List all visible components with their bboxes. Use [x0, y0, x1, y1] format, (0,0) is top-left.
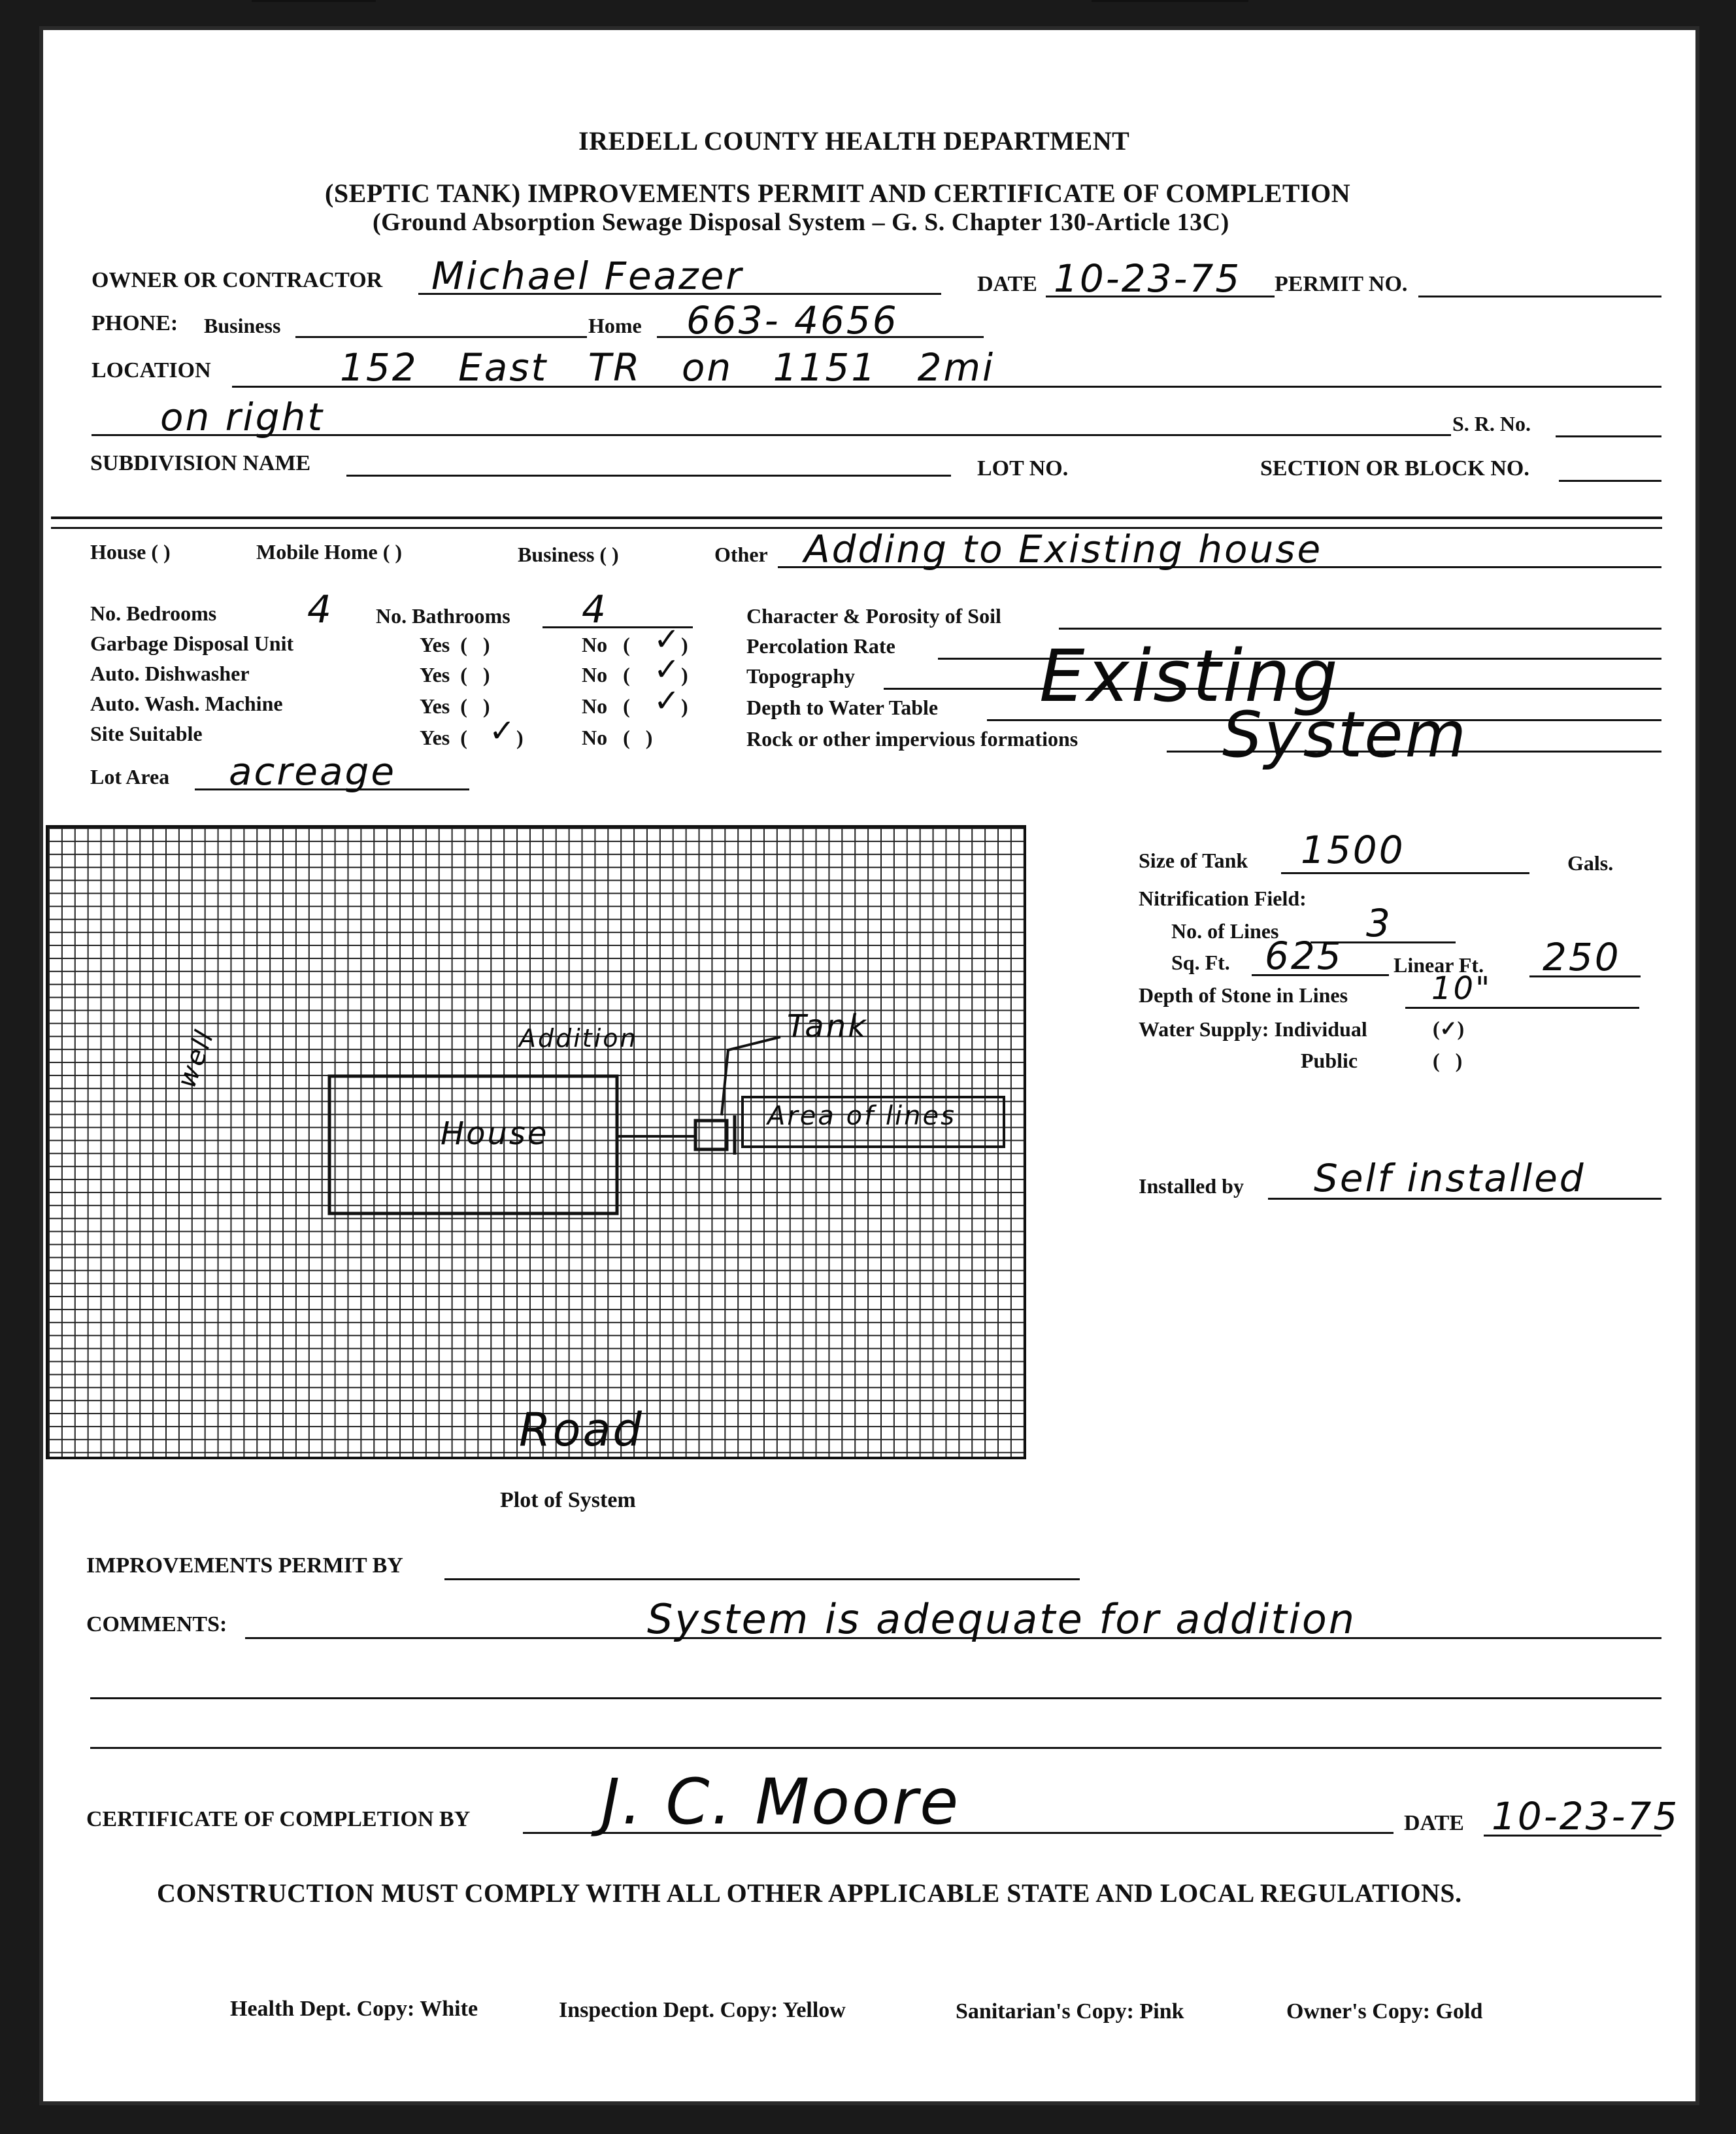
installed-by-value: Self installed — [1314, 1156, 1586, 1200]
washmachine-no-close: ) — [681, 694, 688, 718]
water-table-label: Depth to Water Table — [746, 696, 939, 719]
plot-house-label: House — [441, 1115, 549, 1152]
linear-ft-value: 250 — [1543, 935, 1621, 979]
form-subtitle: (Ground Absorption Sewage Disposal System – G. S. Chapter 130-Article 13C) — [373, 209, 1229, 236]
tank-size-line — [1281, 872, 1529, 874]
house-option[interactable]: House ( ) — [90, 540, 171, 564]
linear-ft-label: Linear Ft. — [1394, 953, 1484, 977]
site-suitable-yes-check: ✓ — [489, 713, 518, 749]
location-value: 152 East TR on 1151 2mi — [340, 345, 995, 390]
other-value: Adding to Existing house — [804, 527, 1323, 571]
dishwasher-no[interactable]: No ( — [582, 663, 630, 686]
compliance-notice: CONSTRUCTION MUST COMPLY WITH ALL OTHER APPLICABLE STATE AND LOCAL REGULATIONS. — [157, 1878, 1462, 1908]
certificate-signature: J. C. Moore — [601, 1765, 961, 1838]
dishwasher-no-check: ✓ — [654, 651, 682, 688]
lot-label: LOT NO. — [977, 456, 1069, 481]
comments-label: COMMENTS: — [86, 1612, 227, 1636]
permit-label: PERMIT NO. — [1275, 272, 1408, 296]
water-supply-label: Water Supply: Individual — [1139, 1017, 1367, 1041]
other-label: Other — [714, 543, 768, 566]
plot-caption: Plot of System — [500, 1488, 636, 1512]
soil-character-label: Character & Porosity of Soil — [746, 604, 1001, 628]
section-label: SECTION OR BLOCK NO. — [1260, 456, 1529, 481]
business-option[interactable]: Business ( ) — [518, 543, 619, 566]
plot-grid — [46, 825, 1026, 1459]
lines-count-label: No. of Lines — [1171, 919, 1279, 943]
lot-area-value: acreage — [229, 749, 397, 794]
bathrooms-value: 4 — [582, 587, 608, 632]
permit-line — [1418, 296, 1661, 297]
garbage-yes[interactable]: Yes ( ) — [420, 633, 490, 656]
sr-label: S. R. No. — [1452, 412, 1531, 435]
tank-size-label: Size of Tank — [1139, 849, 1248, 872]
rock-label: Rock or other impervious formations — [746, 727, 1078, 751]
plot-well-label: well — [171, 1025, 221, 1092]
owner-label: OWNER OR CONTRACTOR — [92, 268, 383, 292]
soil-handwriting-2: System — [1222, 698, 1468, 771]
owner-value: Michael Feazer — [431, 254, 744, 298]
washmachine-label: Auto. Wash. Machine — [90, 692, 283, 715]
bedrooms-label: No. Bedrooms — [90, 601, 217, 625]
garbage-no[interactable]: No ( — [582, 633, 630, 656]
comments-line-2 — [90, 1697, 1661, 1699]
improvements-permit-line — [444, 1578, 1080, 1580]
home-value: 663- 4656 — [686, 298, 899, 343]
plot-addition-label: Addition — [519, 1024, 638, 1053]
public-label: Public — [1301, 1049, 1358, 1072]
comments-line-3 — [90, 1747, 1661, 1749]
location-value-2: on right — [160, 395, 324, 439]
installed-by-label: Installed by — [1139, 1174, 1244, 1198]
form-title: (SEPTIC TANK) IMPROVEMENTS PERMIT AND CERTIFICATE OF COMPLETION — [325, 178, 1351, 208]
business-label: Business — [204, 314, 281, 337]
location-label: LOCATION — [92, 358, 211, 382]
washmachine-yes[interactable]: Yes ( ) — [420, 694, 490, 718]
sanitarian-copy: Sanitarian's Copy: Pink — [956, 1999, 1184, 2024]
section-line — [1559, 480, 1661, 482]
site-suitable-no[interactable]: No ( ) — [582, 726, 653, 749]
subdivision-line — [346, 475, 951, 477]
nitrification-label: Nitrification Field: — [1139, 887, 1307, 910]
date-value: 10-23-75 — [1054, 256, 1242, 301]
lot-area-label: Lot Area — [90, 765, 170, 788]
soil-character-line — [1059, 628, 1661, 630]
certificate-date-value: 10-23-75 — [1492, 1794, 1680, 1838]
gals-label: Gals. — [1567, 851, 1614, 875]
bedrooms-value: 4 — [307, 587, 333, 632]
sqft-value: 625 — [1265, 934, 1343, 978]
water-individual-option[interactable]: (✓) — [1433, 1017, 1465, 1040]
plot-road-label: Road — [519, 1403, 644, 1457]
sr-line — [1556, 435, 1661, 437]
owner-copy: Owner's Copy: Gold — [1286, 1999, 1483, 2024]
garbage-no-close: ) — [681, 633, 688, 656]
stone-depth-label: Depth of Stone in Lines — [1139, 983, 1348, 1007]
certificate-label: CERTIFICATE OF COMPLETION BY — [86, 1807, 471, 1831]
washmachine-no[interactable]: No ( — [582, 694, 630, 718]
washmachine-no-check: ✓ — [654, 683, 682, 719]
tank-box — [695, 1121, 727, 1149]
phone-label: PHONE: — [92, 311, 178, 335]
site-suitable-label: Site Suitable — [90, 722, 203, 745]
garbage-label: Garbage Disposal Unit — [90, 632, 294, 655]
comments-value: System is adequate for addition — [647, 1595, 1357, 1643]
dishwasher-yes[interactable]: Yes ( ) — [420, 663, 490, 686]
bathrooms-label: No. Bathrooms — [376, 604, 510, 628]
topography-label: Topography — [746, 664, 855, 688]
garbage-no-check: ✓ — [654, 621, 682, 658]
perc-rate-label: Percolation Rate — [746, 634, 895, 658]
divider — [51, 517, 1662, 519]
plot-area-label: Area of lines — [767, 1101, 956, 1131]
lot-line — [1092, 0, 1248, 2]
inspection-copy: Inspection Dept. Copy: Yellow — [559, 1998, 846, 2022]
business-line — [295, 336, 587, 338]
improvements-permit-label: IMPROVEMENTS PERMIT BY — [86, 1553, 403, 1578]
home-label: Home — [588, 314, 642, 337]
soil-handwriting-1: Existing — [1039, 634, 1340, 718]
certificate-date-label: DATE — [1404, 1811, 1464, 1835]
water-public-option[interactable]: ( ) — [1433, 1049, 1463, 1072]
stone-depth-value: 10" — [1431, 970, 1492, 1007]
dept-title: IREDELL COUNTY HEALTH DEPARTMENT — [578, 126, 1130, 156]
dishwasher-no-close: ) — [681, 663, 688, 686]
dishwasher-label: Auto. Dishwasher — [90, 662, 250, 685]
site-suitable-yes-close: ) — [516, 726, 524, 749]
site-suitable-yes[interactable]: Yes ( — [420, 726, 467, 749]
sqft-label: Sq. Ft. — [1171, 951, 1230, 974]
location-line-2 — [92, 434, 1451, 436]
plot-tank-label: Tank — [787, 1008, 868, 1045]
bedrooms-line — [252, 0, 376, 2]
subdivision-label: SUBDIVISION NAME — [90, 451, 311, 475]
stone-depth-line — [1405, 1007, 1639, 1009]
mobile-home-option[interactable]: Mobile Home ( ) — [256, 540, 403, 564]
date-label: DATE — [977, 272, 1037, 296]
health-copy: Health Dept. Copy: White — [230, 1997, 478, 2021]
tank-size-value: 1500 — [1301, 828, 1405, 872]
lines-count-value: 3 — [1366, 901, 1392, 945]
